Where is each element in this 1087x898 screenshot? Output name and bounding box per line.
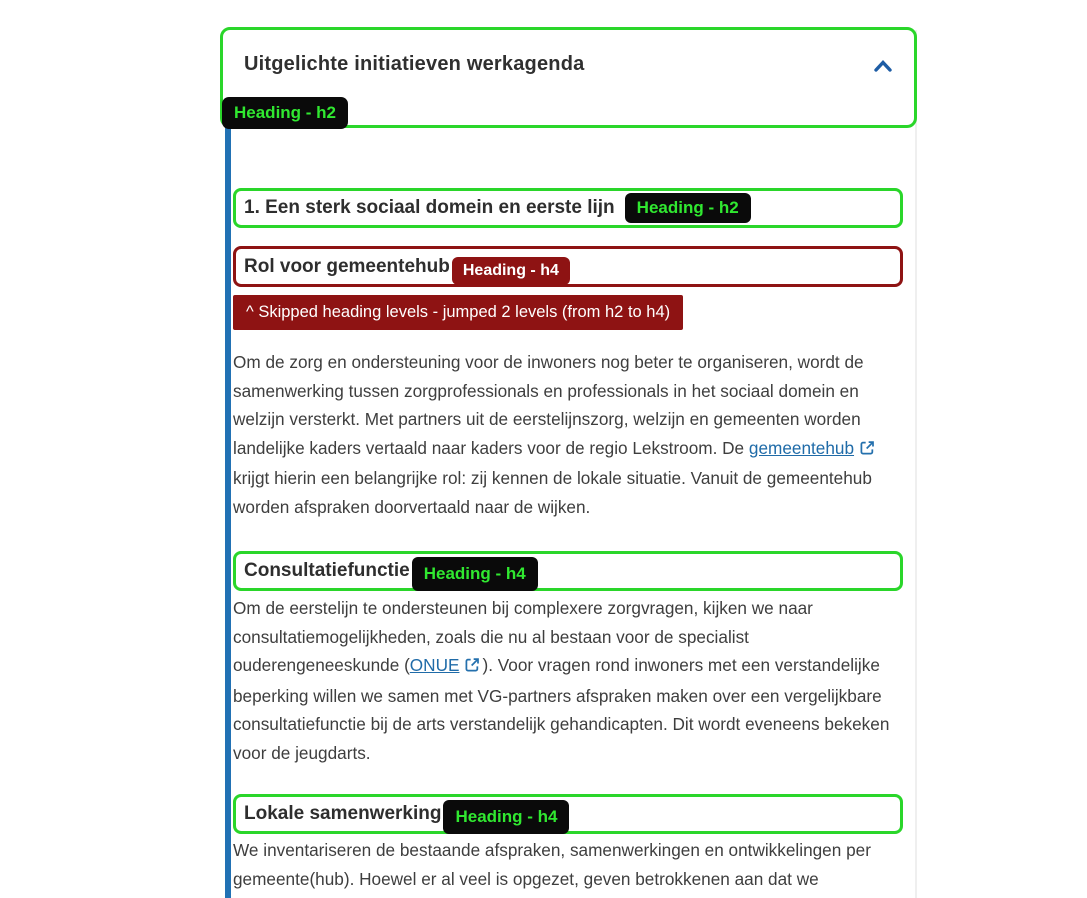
section-left-accent-bar bbox=[225, 33, 231, 898]
paragraph-text: Om de eerstelijn te ondersteunen bij complexere zorgvragen, kijken we naar consultatiemogelijkheden, zoals die nu al bestaan voor de specialist ouderengeneeskunde ( bbox=[233, 598, 813, 675]
external-link-icon bbox=[859, 436, 875, 465]
paragraph-rol-voor-gemeentehub bbox=[233, 348, 903, 521]
h2-heading-annotation-box bbox=[233, 188, 903, 228]
section-heading-h4-lokale: Lokale samenwerking bbox=[244, 803, 442, 824]
accordion-title: Uitgelichte initiatieven werkagenda bbox=[244, 53, 585, 75]
paragraph-text: ). Voor vragen rond inwoners met een verstandelijke beperking willen we samen met VG-partners afspraken maken over een vergelijkbare consultatiefunctie bij de arts verstandelijk gehandicapten. Dit wordt eveneens bekeken voor de jeugdarts. bbox=[233, 655, 890, 763]
heading-level-badge-h4: Heading - h4 bbox=[412, 557, 538, 591]
section-heading-h4-consultatie: Consultatiefunctie bbox=[244, 560, 410, 581]
section-heading-h2: 1. Een sterk sociaal domein en eerste lijn bbox=[244, 197, 615, 218]
onue-link[interactable]: ONUE bbox=[410, 655, 483, 675]
external-link-icon bbox=[464, 653, 480, 682]
skipped-heading-warning: ^ Skipped heading levels - jumped 2 levels (from h2 to h4) bbox=[233, 295, 683, 330]
gemeentehub-link[interactable]: gemeentehub bbox=[749, 438, 877, 458]
article-content bbox=[233, 188, 903, 893]
heading-level-badge-h2: Heading - h2 bbox=[222, 97, 348, 129]
content-card-right-edge bbox=[915, 30, 917, 898]
heading-level-badge-h2: Heading - h2 bbox=[625, 193, 751, 223]
paragraph-lokale-samenwerking bbox=[233, 836, 903, 893]
paragraph-text: Om de zorg en ondersteuning voor de inwoners nog beter te organiseren, wordt de samenwerking tussen zorgprofessionals en professionals in het sociaal domein en welzijn versterkt. Met partners uit de eerstelijnszorg, welzijn en gemeenten worden landelijke kaders vertaald naar kaders voor de regio Lekstroom. De bbox=[233, 352, 864, 458]
paragraph-consultatiefunctie bbox=[233, 594, 903, 767]
paragraph-text: krijgt hierin een belangrijke rol: zij kennen de lokale situatie. Vanuit de gemeentehub worden afspraken doorvertaald naar de wijken. bbox=[233, 468, 872, 517]
h4-heading-annotation-box-error bbox=[233, 246, 903, 287]
accordion-collapse-button[interactable] bbox=[870, 56, 896, 78]
h4-heading-annotation-box bbox=[233, 794, 903, 834]
h4-heading-annotation-box bbox=[233, 551, 903, 591]
heading-level-badge-h4: Heading - h4 bbox=[452, 257, 570, 285]
paragraph-text: We inventariseren de bestaande afspraken, samenwerkingen en ontwikkelingen per gemeente(hub). Hoewel er al veel is opgezet, geven betrokkenen aan dat we bbox=[233, 840, 871, 889]
section-heading-h4-rol: Rol voor gemeentehub bbox=[244, 255, 450, 277]
chevron-up-icon bbox=[873, 61, 893, 76]
accordion-header-annotation-box bbox=[220, 27, 917, 128]
heading-level-badge-h4: Heading - h4 bbox=[443, 800, 569, 834]
